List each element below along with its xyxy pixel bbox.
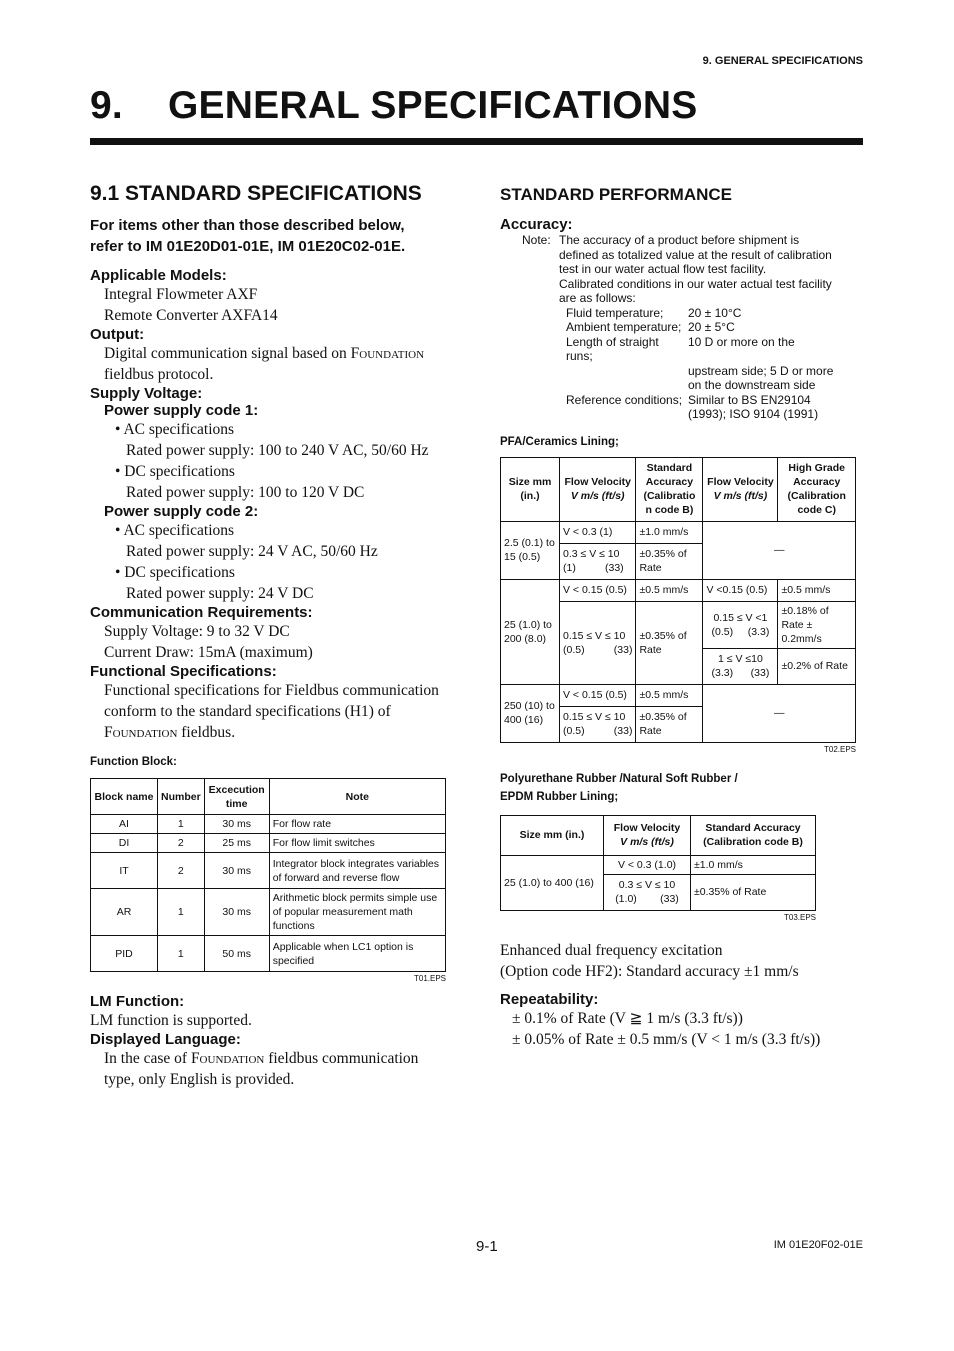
pfa-h-velocity-2 bbox=[703, 457, 778, 521]
condition-label bbox=[566, 364, 688, 379]
pfa-size: 2.5 (0.1) to 15 (0.5) bbox=[501, 521, 560, 579]
condition-value: Similar to BS EN29104 bbox=[688, 392, 811, 407]
v-text: 0.3 ≤ V ≤ 10 bbox=[618, 879, 676, 891]
fb-cell: AI bbox=[91, 815, 158, 834]
v-text: 0.15 ≤ V ≤ 10 bbox=[563, 629, 626, 642]
fb-cell: AR bbox=[91, 889, 158, 936]
h-text: V m/s (ft/s) bbox=[620, 836, 674, 848]
condition-row bbox=[566, 407, 870, 422]
foundation-text: Foundation bbox=[104, 724, 178, 741]
fb-header-time: Excecution time bbox=[204, 779, 269, 815]
output-line-2: fieldbus protocol. bbox=[104, 366, 214, 383]
condition-value: upstream side; 5 D or more bbox=[688, 363, 834, 378]
condition-value: on the downstream side bbox=[688, 378, 816, 392]
fb-cell: 30 ms bbox=[204, 889, 269, 936]
fb-cell: For flow rate bbox=[269, 815, 445, 834]
fb-cell: For flow limit switches bbox=[269, 834, 445, 853]
pfa-cell: ±0.5 mm/s bbox=[636, 684, 703, 706]
poly-heading bbox=[500, 770, 870, 806]
lm-heading: LM Function: bbox=[90, 993, 185, 1010]
note-label: Note: bbox=[522, 233, 551, 247]
pfa-h-velocity bbox=[560, 457, 636, 521]
running-head: 9. GENERAL SPECIFICATIONS bbox=[702, 55, 863, 67]
condition-label: Ambient temperature; bbox=[566, 320, 682, 334]
table-row bbox=[91, 834, 446, 853]
fb-cell: 1 bbox=[158, 815, 205, 834]
condition-row bbox=[566, 335, 870, 364]
v-text: (0.5) (3.3) bbox=[711, 625, 770, 638]
v-text: 0.3 ≤ V ≤ 10 bbox=[563, 548, 620, 560]
repeatability-heading: Repeatability: bbox=[500, 990, 599, 1008]
doc-id: IM 01E20F02-01E bbox=[773, 1239, 863, 1251]
note-line: The accuracy of a product before shipment is bbox=[559, 233, 800, 247]
table-row bbox=[91, 889, 446, 936]
lang-line-2: type, only English is provided. bbox=[104, 1071, 295, 1088]
right-column bbox=[500, 185, 870, 1050]
pfa-cell: ±0.35% of Rate bbox=[636, 543, 703, 579]
condition-value: (1993); ISO 9104 (1991) bbox=[688, 407, 819, 421]
pfa-cell bbox=[560, 601, 636, 684]
poly-heading-line: EPDM Rubber Lining; bbox=[500, 790, 619, 803]
poly-cell: ±0.35% of Rate bbox=[691, 874, 816, 910]
enhanced-line-1: Enhanced dual frequency excitation bbox=[500, 941, 723, 959]
poly-size: 25 (1.0) to 400 (16) bbox=[501, 855, 604, 910]
accuracy-note bbox=[500, 233, 870, 422]
fb-cell: DI bbox=[91, 834, 158, 853]
code2-dc: • DC specifications bbox=[115, 564, 235, 581]
accuracy-heading: Accuracy: bbox=[500, 216, 573, 233]
applicable-models-line-1: Integral Flowmeter AXF bbox=[104, 286, 258, 303]
pfa-cell: ±0.18% of Rate ± 0.2mm/s bbox=[778, 601, 856, 648]
pfa-cell bbox=[560, 543, 636, 579]
code1-ac: • AC specifications bbox=[115, 421, 235, 438]
functional-text: fieldbus. bbox=[177, 724, 236, 741]
chapter-title bbox=[90, 84, 698, 128]
poly-heading-line: Polyurethane Rubber /Natural Soft Rubber / bbox=[500, 772, 738, 785]
pfa-size: 25 (1.0) to 200 (8.0) bbox=[501, 579, 560, 684]
h-text: V m/s (ft/s) bbox=[570, 490, 625, 502]
v-text: (0.5) (33) bbox=[563, 725, 633, 737]
table-row bbox=[91, 853, 446, 889]
lead-line-1: For items other than those described below, bbox=[90, 217, 405, 234]
poly-cell: V < 0.3 (1.0) bbox=[604, 855, 691, 874]
h-text: Flow Velocity bbox=[613, 822, 681, 834]
v-text: (0.5) (33) bbox=[563, 643, 633, 656]
pfa-h-high-grade: High Grade Accuracy (Calibration code C) bbox=[778, 457, 856, 521]
output-line-1 bbox=[90, 343, 470, 364]
functional-line-3 bbox=[90, 722, 470, 743]
pfa-cell: V < 0.15 (0.5) bbox=[560, 684, 636, 706]
condition-row bbox=[566, 306, 870, 321]
condition-row bbox=[566, 378, 870, 393]
pfa-h-size: Size mm (in.) bbox=[501, 457, 560, 521]
table-row bbox=[91, 815, 446, 834]
functional-line-2: conform to the standard specifications (H1) of bbox=[104, 703, 391, 720]
note-line: Calibrated conditions in our water actual test facility bbox=[559, 276, 832, 291]
h-text: Flow Velocity bbox=[707, 476, 774, 488]
comm-line-1: Supply Voltage: 9 to 32 V DC bbox=[104, 623, 290, 640]
lang-text: fieldbus communication bbox=[264, 1050, 419, 1067]
output-text: Digital communication signal based on bbox=[104, 345, 351, 362]
fb-cell: 1 bbox=[158, 889, 205, 936]
pfa-cell: ±0.2% of Rate bbox=[778, 648, 856, 684]
left-column bbox=[90, 182, 470, 1090]
pfa-h-accuracy: Standard Accuracy (Calibratio n code B) bbox=[636, 457, 703, 521]
condition-value: 20 ± 5°C bbox=[688, 320, 735, 334]
condition-label bbox=[566, 407, 688, 422]
table-row bbox=[91, 936, 446, 972]
fb-cell: 2 bbox=[158, 834, 205, 853]
t03-eps: T03.EPS bbox=[783, 912, 816, 922]
condition-value: 10 D or more on the bbox=[688, 334, 795, 349]
pfa-cell: ±1.0 mm/s bbox=[636, 521, 703, 543]
fb-cell: Arithmetic block permits simple use of popular measurement math functions bbox=[269, 889, 445, 936]
pfa-cell bbox=[560, 706, 636, 742]
fb-cell: Applicable when LC1 option is specified bbox=[269, 936, 445, 972]
poly-cell: ±1.0 mm/s bbox=[691, 855, 816, 874]
pfa-cell: V <0.15 (0.5) bbox=[703, 579, 778, 601]
note-line: test in our water actual flow test facility. bbox=[559, 262, 767, 276]
poly-cell bbox=[604, 874, 691, 910]
fb-cell: 2 bbox=[158, 853, 205, 889]
chapter-number: 9. bbox=[90, 84, 123, 127]
condition-label: Reference conditions; bbox=[566, 392, 683, 407]
fb-header-note: Note bbox=[269, 779, 445, 815]
lang-line-1 bbox=[90, 1048, 470, 1069]
pfa-cell bbox=[703, 601, 778, 648]
performance-title: STANDARD PERFORMANCE bbox=[500, 185, 733, 204]
h-text: V m/s (ft/s) bbox=[713, 490, 768, 502]
v-text: 1 ≤ V ≤10 bbox=[718, 653, 763, 665]
v-text: 0.15 ≤ V ≤ 10 bbox=[563, 711, 626, 723]
functional-line-1: Functional specifications for Fieldbus communication bbox=[104, 682, 439, 699]
fb-cell: 25 ms bbox=[204, 834, 269, 853]
poly-table bbox=[500, 815, 816, 911]
fb-cell: 30 ms bbox=[204, 853, 269, 889]
fb-cell: 50 ms bbox=[204, 936, 269, 972]
v-text: (1.0) (33) bbox=[615, 893, 679, 905]
pfa-cell: ±0.5 mm/s bbox=[778, 579, 856, 601]
fb-cell: PID bbox=[91, 936, 158, 972]
function-block-table bbox=[90, 778, 446, 972]
table-row bbox=[501, 855, 816, 874]
function-block-heading: Function Block: bbox=[90, 756, 177, 768]
lang-heading: Displayed Language: bbox=[90, 1031, 241, 1048]
pfa-size: 250 (10) to 400 (16) bbox=[501, 684, 560, 742]
page-number: 9-1 bbox=[476, 1238, 498, 1255]
fb-header-number: Number bbox=[158, 779, 205, 815]
repeatability-line-2: ± 0.05% of Rate ± 0.5 mm/s (V < 1 m/s (3.3 ft/s)) bbox=[512, 1030, 821, 1048]
t01-eps: T01.EPS bbox=[413, 974, 446, 983]
code2-ac: • AC specifications bbox=[115, 522, 235, 539]
condition-row bbox=[566, 393, 870, 408]
fb-cell: 30 ms bbox=[204, 815, 269, 834]
lang-text: In the case of bbox=[104, 1050, 191, 1067]
pfa-cell bbox=[703, 648, 778, 684]
enhanced-line-2: (Option code HF2): Standard accuracy ±1 mm/s bbox=[500, 962, 799, 980]
pfa-dash: — bbox=[703, 521, 856, 579]
lm-line: LM function is supported. bbox=[90, 1012, 252, 1029]
supply-voltage-heading: Supply Voltage: bbox=[90, 385, 203, 402]
pfa-table bbox=[500, 457, 856, 743]
applicable-models-heading: Applicable Models: bbox=[90, 267, 227, 284]
applicable-models-line-2: Remote Converter AXFA14 bbox=[104, 307, 278, 324]
fb-cell: Integrator block integrates variables of forward and reverse flow bbox=[269, 853, 445, 889]
fb-header-block: Block name bbox=[91, 779, 158, 815]
comm-line-2: Current Draw: 15mA (maximum) bbox=[104, 644, 313, 661]
condition-value: 20 ± 10°C bbox=[688, 305, 742, 320]
repeatability-line-1: ± 0.1% of Rate (V ≧ 1 m/s (3.3 ft/s)) bbox=[512, 1009, 743, 1027]
table-row bbox=[501, 684, 856, 706]
table-row bbox=[501, 521, 856, 543]
condition-label: Length of straight runs; bbox=[566, 334, 659, 363]
power-code-1-heading: Power supply code 1: bbox=[104, 402, 259, 419]
pfa-cell: V < 0.3 (1) bbox=[560, 521, 636, 543]
fb-cell: 1 bbox=[158, 936, 205, 972]
pfa-cell: ±0.35% of Rate bbox=[636, 601, 703, 684]
pfa-cell: V < 0.15 (0.5) bbox=[560, 579, 636, 601]
lead-line-2: refer to IM 01E20D01-01E, IM 01E20C02-01E. bbox=[90, 238, 406, 255]
v-text: (1) (33) bbox=[563, 562, 624, 574]
fb-cell: IT bbox=[91, 853, 158, 889]
poly-h-accuracy: Standard Accuracy (Calibration code B) bbox=[691, 815, 816, 855]
code1-dc: • DC specifications bbox=[115, 463, 235, 480]
code2-dc-rated: Rated power supply: 24 V DC bbox=[126, 585, 314, 602]
condition-row bbox=[566, 320, 870, 335]
t02-eps: T02.EPS bbox=[823, 744, 856, 754]
condition-row bbox=[566, 364, 870, 379]
poly-h-velocity bbox=[604, 815, 691, 855]
note-line: are as follows: bbox=[559, 291, 636, 305]
note-line: defined as totalized value at the result of calibration bbox=[559, 247, 832, 262]
poly-h-size: Size mm (in.) bbox=[501, 815, 604, 855]
v-text: (3.3) (33) bbox=[711, 667, 770, 679]
pfa-dash: — bbox=[703, 684, 856, 742]
chapter-rule bbox=[90, 138, 863, 145]
functional-heading: Functional Specifications: bbox=[90, 663, 277, 680]
table-row bbox=[501, 579, 856, 601]
foundation-text: Foundation bbox=[350, 345, 425, 362]
code1-ac-rated: Rated power supply: 100 to 240 V AC, 50/60 Hz bbox=[126, 442, 429, 459]
pfa-cell: ±0.5 mm/s bbox=[636, 579, 703, 601]
condition-label: Fluid temperature; bbox=[566, 305, 664, 320]
h-text: Flow Velocity bbox=[564, 476, 631, 488]
foundation-text: Foundation bbox=[190, 1050, 265, 1067]
section-title: 9.1 STANDARD SPECIFICATIONS bbox=[90, 182, 422, 205]
condition-label bbox=[566, 378, 688, 393]
chapter-title-text: GENERAL SPECIFICATIONS bbox=[168, 84, 698, 127]
code1-dc-rated: Rated power supply: 100 to 120 V DC bbox=[126, 484, 365, 501]
code2-ac-rated: Rated power supply: 24 V AC, 50/60 Hz bbox=[126, 543, 378, 560]
power-code-2-heading: Power supply code 2: bbox=[104, 503, 259, 520]
v-text: 0.15 ≤ V <1 bbox=[713, 611, 768, 624]
pfa-heading: PFA/Ceramics Lining; bbox=[500, 435, 619, 448]
pfa-cell: ±0.35% of Rate bbox=[636, 706, 703, 742]
conditions bbox=[559, 306, 870, 422]
output-heading: Output: bbox=[90, 326, 145, 343]
comm-heading: Communication Requirements: bbox=[90, 604, 313, 621]
